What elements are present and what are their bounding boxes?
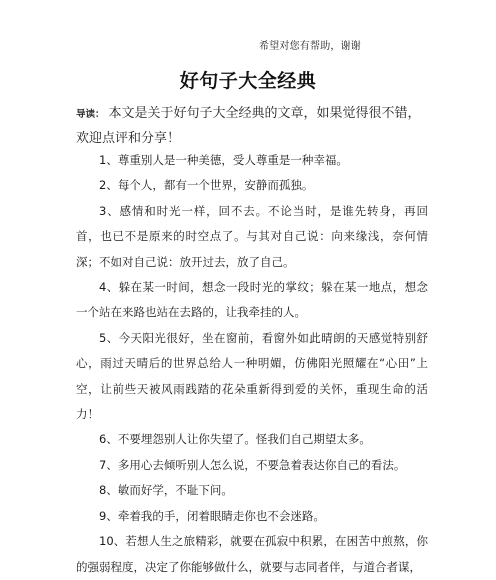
paragraph-4: 4、躲在某一时间，想念一段时光的掌纹；躲在某一地点，想念一个站在来路也站在去路的，让我牵挂的人。 — [76, 280, 428, 320]
header-note: 希望对您有帮助，谢谢 — [259, 41, 361, 52]
paragraph-6: 6、不要埋怨别人让你失望了。怪我们自己期望太多。 — [99, 432, 371, 447]
intro-text: 本文是关于好句子大全经典的文章，如果觉得很不错，欢迎点评和分享！ — [76, 106, 421, 146]
page-title: 好句子大全经典 — [179, 70, 317, 92]
paragraph-2: 2、每个人，都有一个世界，安静而孤独。 — [99, 178, 314, 193]
paragraph-3: 3、感情和时光一样，回不去。不论当时，是谁先转身，再回首，也已不是原来的时空点了。与其对自己说：向来缘浅，奈何情深；不如对自己说：放开过去，放了自己。 — [76, 203, 428, 269]
paragraph-8: 8、敏而好学，不耻下问。 — [99, 483, 233, 498]
paragraph-10: 10、若想人生之旅精彩，就要在孤寂中积累，在困苦中煎熬，你的强弱程度，决定了你能够做什么，就要与志同者伴，与道合者谋， — [76, 534, 428, 574]
paragraph-5: 5、今天阳光很好，坐在窗前，看窗外如此晴朗的天感觉特别舒心，雨过天晴后的世界总给人一种明媚，仿佛阳光照耀在“心田”上空，让前些天被风雨践踏的花朵重新得到爱的关怀，重现生命的活力！ — [76, 330, 428, 422]
intro-label: 导读： — [76, 109, 105, 120]
paragraph-1: 1、尊重别人是一种美德，受人尊重是一种幸福。 — [99, 153, 348, 167]
paragraph-9: 9、牵着我的手，闭着眼睛走你也不会迷路。 — [99, 508, 325, 523]
intro — [76, 102, 428, 151]
document-body — [76, 148, 428, 580]
paragraph-7: 7、多用心去倾听别人怎么说，不要急着表达你自己的看法。 — [99, 457, 406, 472]
